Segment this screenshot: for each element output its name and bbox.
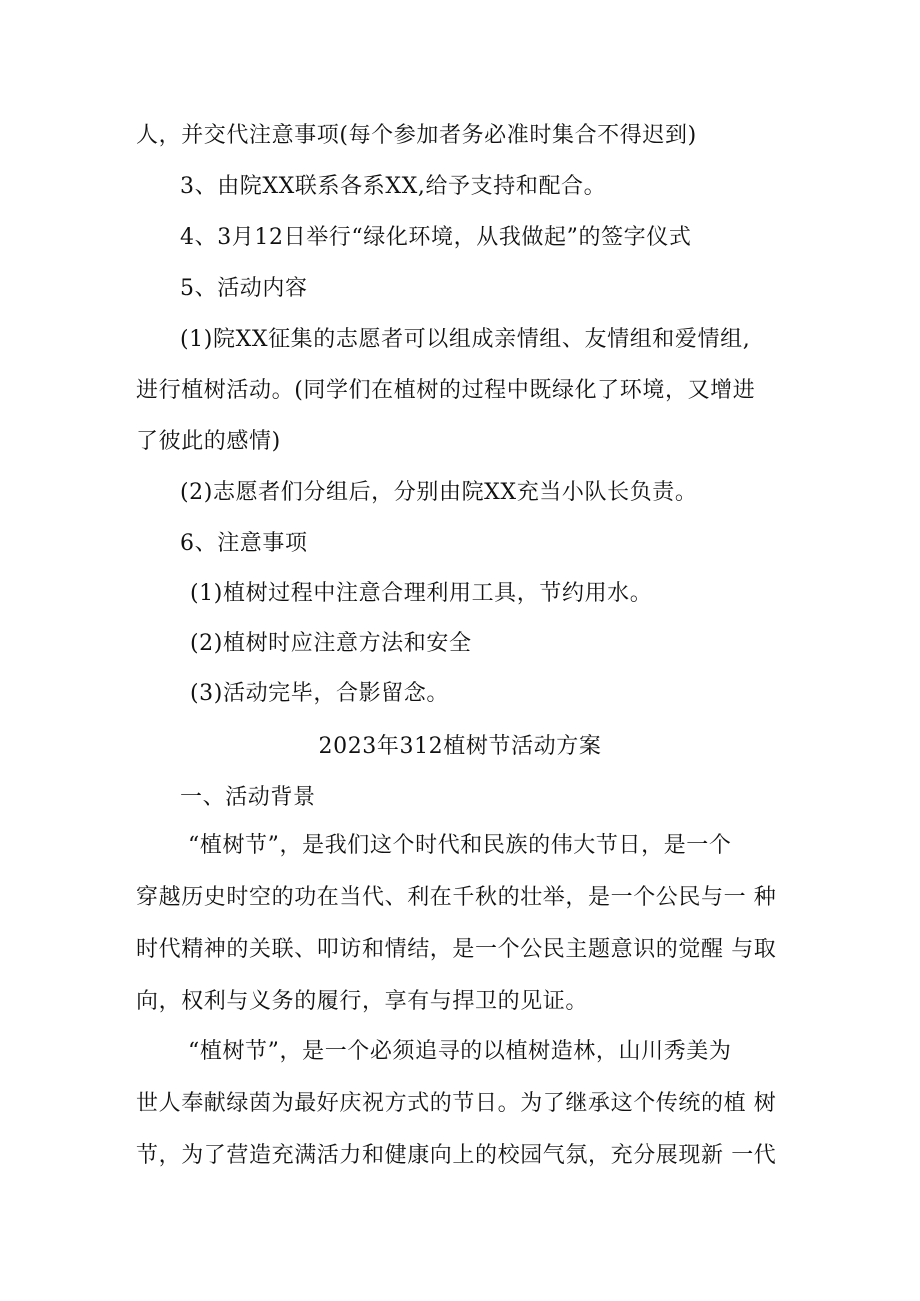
document-title: 2023年312植树节活动方案 — [318, 734, 602, 759]
paragraph-line: 向，权利与义务的履行，享有与捍卫的见证。 — [136, 989, 589, 1014]
text-line: (1)院XX征集的志愿者可以组成亲情组、友情组和爱情组, — [180, 327, 751, 352]
paragraph-line: 穿越历史时空的功在当代、利在千秋的壮举，是一个公民与一 种 — [136, 885, 777, 910]
text-line: 进行植树活动。(同学们在植树的过程中既绿化了环境，又增进 — [136, 378, 756, 403]
text-line: 人，并交代注意事项(每个参加者务必准时集合不得迟到) — [136, 123, 697, 148]
paragraph-line: 世人奉献绿茵为最好庆祝方式的节日。为了继承这个传统的植 树 — [136, 1091, 777, 1116]
text-line: (1)植树过程中注意合理利用工具，节约用水。 — [190, 581, 653, 606]
text-line: 3、由院XX联系各系XX,给予支持和配合。 — [180, 174, 607, 199]
text-line: 了彼此的感情) — [136, 429, 281, 454]
text-line: (2)植树时应注意方法和安全 — [190, 631, 472, 656]
text-line: 5、活动内容 — [180, 276, 308, 301]
text-line: (3)活动完毕，合影留念。 — [190, 681, 449, 706]
section-heading: 一、活动背景 — [180, 785, 316, 810]
paragraph-line: “植树节”，是一个必须追寻的以植树造林，山川秀美为 — [188, 1039, 732, 1064]
text-line: (2)志愿者们分组后，分别由院XX充当小队长负责。 — [180, 480, 698, 505]
text-line: 6、注意事项 — [180, 531, 308, 556]
paragraph-line: “植树节”，是我们这个时代和民族的伟大节日，是一个 — [188, 833, 732, 858]
paragraph-line: 时代精神的关联、叩访和情结，是一个公民主题意识的觉醒 与取 — [136, 937, 777, 962]
paragraph-line: 节，为了营造充满活力和健康向上的校园气氛，充分展现新 一代 — [136, 1143, 777, 1168]
text-line: 4、3月12日举行“绿化环境，从我做起”的签字仪式 — [180, 225, 692, 250]
